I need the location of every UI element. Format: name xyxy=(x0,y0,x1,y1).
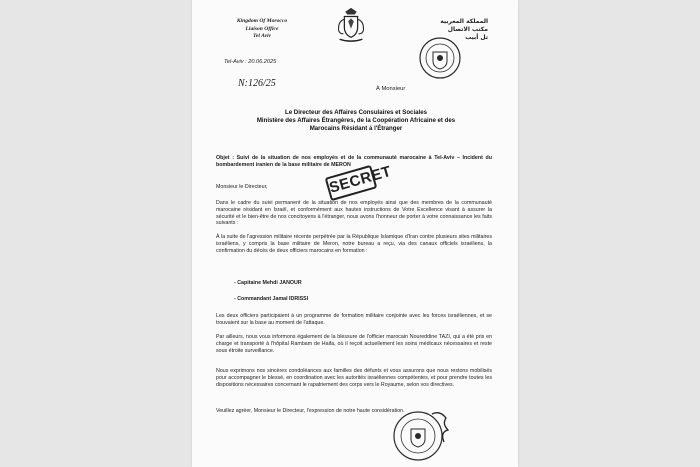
officer-name-1: - Capitaine Mehdi JANOUR xyxy=(234,280,302,286)
letterhead-line-1: Kingdom Of Morocco xyxy=(236,18,288,24)
paragraph-3: Les deux officiers participaient à un programme de formation militaire conjointe avec les forces israéliennes, et se trouvaient sur la base au moment de l'attaque. xyxy=(216,313,492,326)
addressee-line-2: Ministère des Affaires Étrangères, de la Coopération Africaine et des xyxy=(256,117,456,124)
paragraph-2: À la suite de l'agression militaire récente perpétrée par la République Islamique d'Iran contre plusieurs sites militaires israéliens, y compris la base militaire de Meron, notre bureau a reçu, via des canaux officiels israéliens, la confirmation du décès de deux officiers marocains en formation : xyxy=(216,234,492,254)
addressee-line-1: Le Directeur des Affaires Consulaires et Sociales xyxy=(284,109,428,116)
letterhead-arabic-line-2: مكتب الاتصال xyxy=(447,26,488,33)
closing-line: Veuillez agréer, Monsieur le Directeur, l'expression de notre haute considération. xyxy=(216,408,405,414)
round-seal-icon xyxy=(418,36,462,80)
officer-name-2: - Commandant Jamal IDRISSI xyxy=(234,296,309,302)
reference-number: N:126/25 xyxy=(238,78,276,89)
letter-page xyxy=(192,0,518,467)
coat-of-arms-icon xyxy=(332,6,370,44)
letterhead-arabic-line-3: تل أبيب xyxy=(465,34,488,41)
letterhead-arabic-line-1: المملكة المغربية xyxy=(440,18,488,25)
addressee-block xyxy=(232,109,480,133)
recipient-prefix: À Monsieur xyxy=(376,86,406,92)
secret-stamp: SECRET xyxy=(325,165,378,201)
subject-line: Objet : Suivi de la situation de nos employés et de la communauté marocaine à Tel-Aviv – Incident du bombardement iranien de la base militaire de MERON xyxy=(216,155,492,168)
letterhead-line-2: Liaison Office xyxy=(245,25,279,32)
paragraph-4: Par ailleurs, nous vous informons également de la blessure de l'officier marocain Noureddine TAZI, qui a été pris en charge et transporté à l'hôpital Rambam de Haifa, où il reçoit actuellement les soins médicaux nécessaires et reste sous étroite surveillance. xyxy=(216,334,492,354)
photo-background-right xyxy=(518,0,700,467)
place-date: Tel-Aviv : 20.06.2025 xyxy=(224,59,277,65)
paragraph-1: Dans le cadre du suivi permanent de la situation de nos employés ainsi que des membres de la communauté marocaine résidant en Israël, et conformément aux hautes instructions de Votre Excellence visant à assurer la sécurité et le bien-être de nos concitoyens à l'étranger, nous avons l'honneur de porter à votre connaissance les faits suivants : xyxy=(216,200,492,227)
addressee-line-3: Marocains Résidant à l'Étranger xyxy=(309,125,403,132)
photo-background-left xyxy=(0,0,192,467)
letterhead-left xyxy=(222,18,302,41)
paragraph-5: Nous exprimons nos sincères condoléances aux familles des défunts et vous assurons que nous restons mobilisés pour accompagner le blessé, en coordination avec les autorités israéliennes compétentes, et pour prendre toutes les dispositions nécessaires concernant le rapatriement des corps vers le Royaume, selon vos directives. xyxy=(216,368,492,388)
official-stamp-icon xyxy=(388,404,456,464)
letterhead-line-3: Tel Aviv xyxy=(253,33,271,39)
salutation: Monsieur le Directeur, xyxy=(216,184,268,190)
